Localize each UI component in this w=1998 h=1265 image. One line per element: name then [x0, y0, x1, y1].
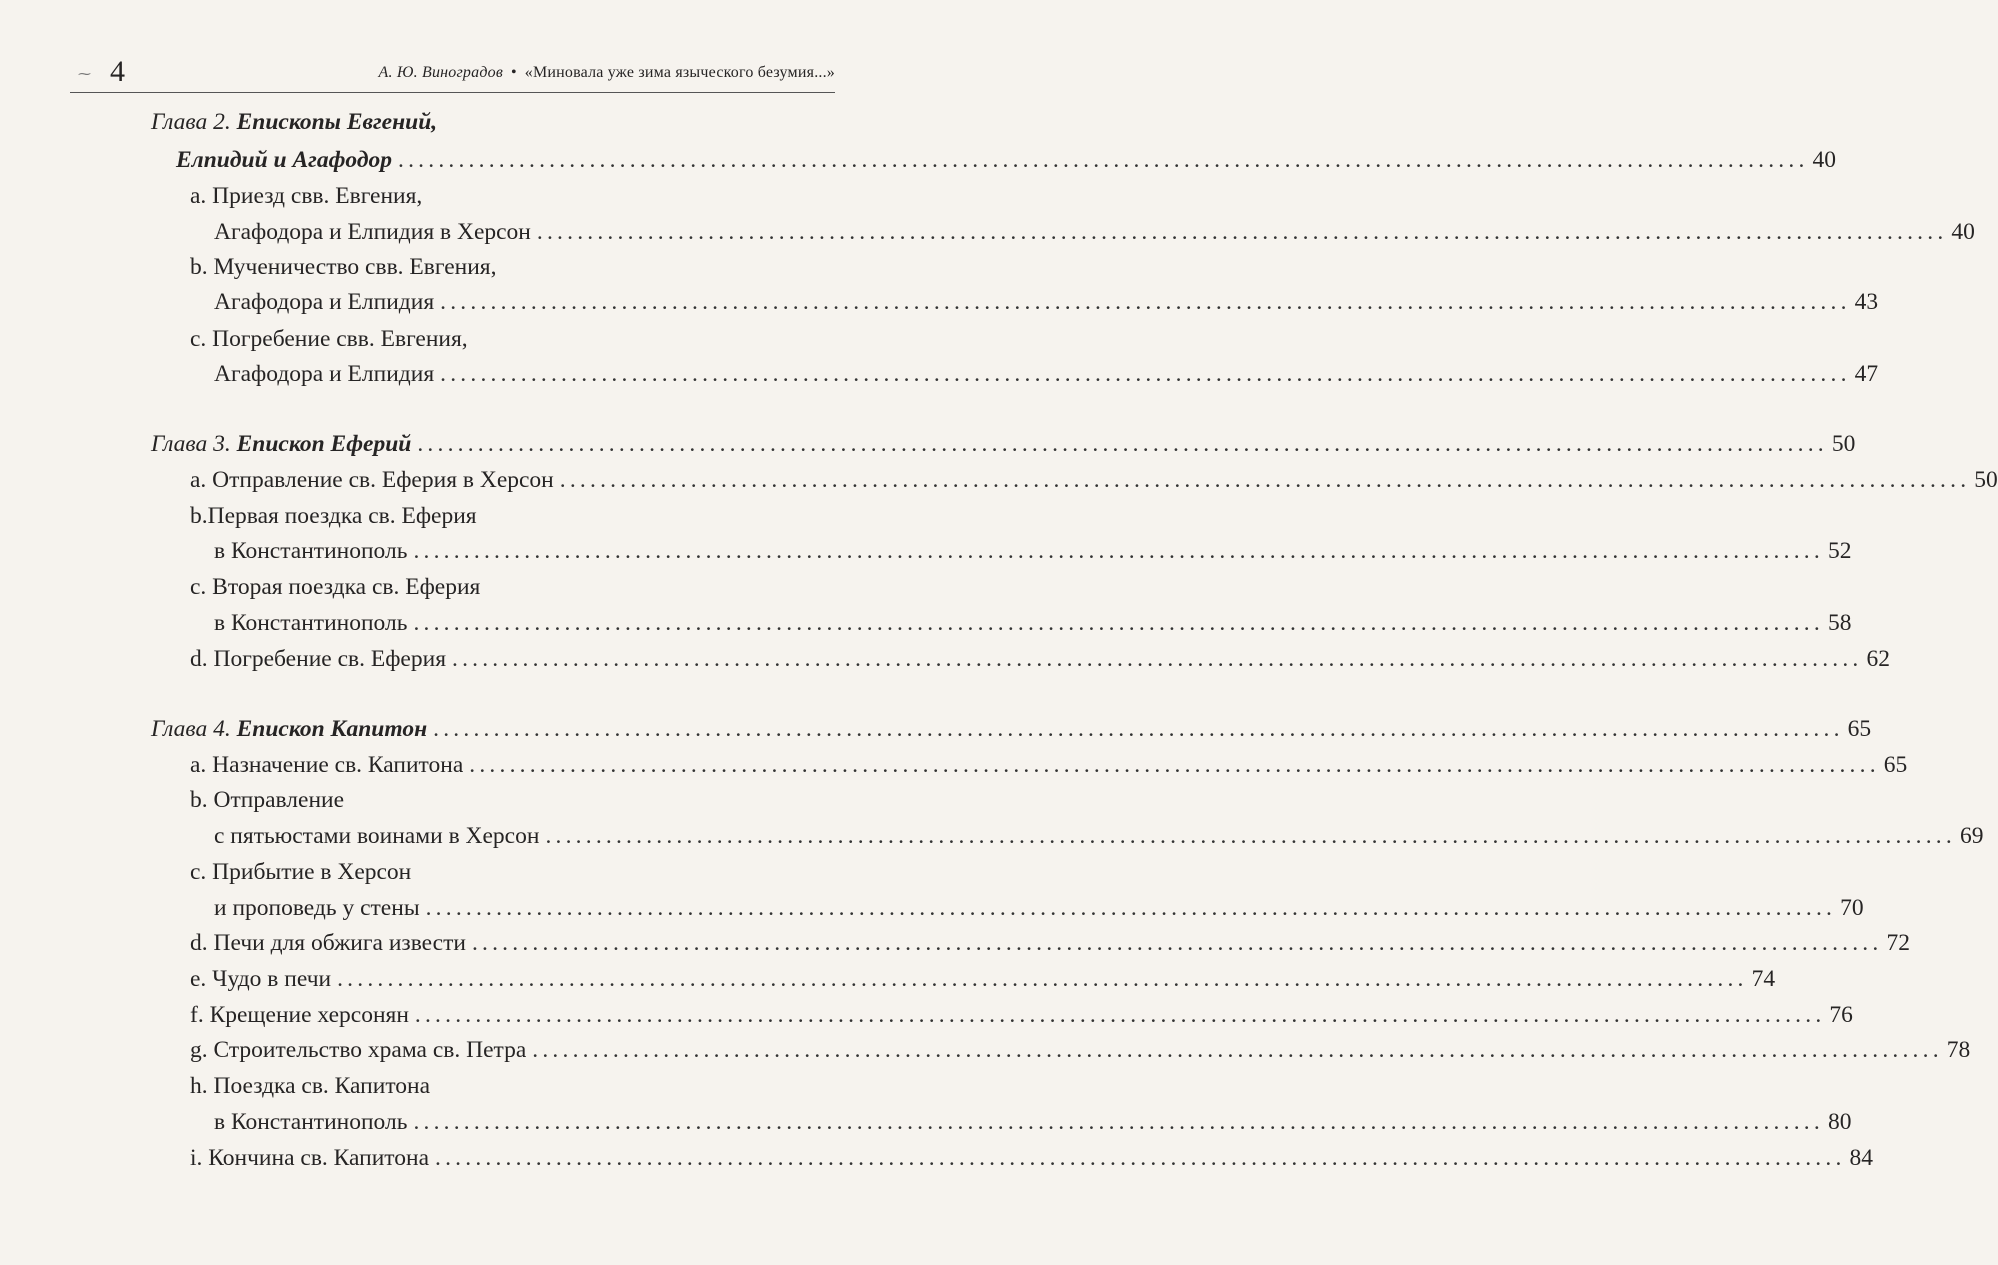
page-ref: 70 — [1840, 895, 1864, 921]
dot-leader: ............................................................................................................................................ — [532, 1037, 1943, 1063]
toc-entry[interactable] — [214, 213, 1975, 251]
toc-entry[interactable] — [190, 924, 1910, 962]
page-ref: 72 — [1886, 930, 1910, 956]
bullet-separator: • — [510, 64, 517, 81]
section-title: и проповедь у стены — [214, 895, 420, 921]
section-title: c. Прибытие в Херсон — [190, 859, 412, 885]
toc-entry[interactable] — [214, 532, 1852, 570]
section-title: с пятьюстами воинами в Херсон — [214, 823, 540, 849]
corner-mark: ⁓ — [78, 66, 91, 81]
section-title: h. Поездка св. Капитона — [190, 1073, 431, 1099]
toc-entry[interactable] — [190, 1139, 1874, 1177]
dot-leader: ............................................................................................................................................ — [398, 147, 1809, 173]
dot-leader: ............................................................................................................................................ — [545, 823, 1956, 849]
toc-entry[interactable] — [214, 1103, 1852, 1141]
dot-leader: ............................................................................................................................................ — [433, 716, 1844, 742]
toc-entry[interactable] — [214, 889, 1864, 927]
section-title: b.Первая поездка св. Еферия — [190, 503, 477, 529]
page-ref: 47 — [1854, 361, 1879, 387]
toc-entry[interactable] — [214, 283, 1879, 321]
section-title: b. Мученичество свв. Евгения, — [190, 254, 497, 280]
dot-leader: ............................................................................................................................................ — [440, 289, 1851, 315]
section-title: e. Чудо в печи — [190, 966, 332, 992]
toc-entry[interactable] — [176, 141, 1837, 179]
toc-entry[interactable] — [151, 425, 1856, 463]
dot-leader: ............................................................................................................................................ — [337, 966, 1748, 992]
book-title: «Миновала уже зима языческого безумия...» — [524, 64, 835, 81]
dot-leader: ............................................................................................................................................ — [452, 646, 1863, 672]
dot-leader: ............................................................................................................................................ — [469, 752, 1880, 778]
section-title: Агафодора и Елпидия — [214, 361, 435, 387]
chapter-label: Глава 3. — [151, 431, 231, 457]
dot-leader: ............................................................................................................................................ — [414, 1002, 1826, 1028]
chapter-title: Елпидий и Агафодор — [176, 147, 393, 173]
page-ref: 78 — [1946, 1037, 1971, 1063]
dot-leader: ............................................................................................................................................ — [425, 895, 1837, 921]
page-ref: 62 — [1866, 646, 1890, 672]
dot-leader: ............................................................................................................................................ — [559, 467, 1971, 493]
section-title: в Константинополь — [214, 1109, 408, 1135]
section-title: i. Кончина св. Капитона — [190, 1145, 430, 1171]
page-ref: 84 — [1849, 1145, 1874, 1171]
toc-entry[interactable] — [214, 355, 1879, 393]
toc-entry[interactable] — [190, 461, 1998, 499]
page-ref: 52 — [1827, 538, 1852, 564]
toc-entry[interactable] — [214, 604, 1852, 642]
chapter-title: Епископ Капитон — [236, 716, 428, 742]
dot-leader: ............................................................................................................................................ — [471, 930, 1883, 956]
section-title: c. Погребение свв. Евгения, — [190, 326, 468, 352]
toc-entry[interactable] — [151, 710, 1872, 748]
section-title: Агафодора и Елпидия — [214, 289, 435, 315]
page-number: 4 — [110, 55, 125, 88]
section-title: a. Отправление св. Еферия в Херсон — [190, 467, 554, 493]
toc-entry[interactable] — [190, 960, 1776, 998]
page-ref: 50 — [1831, 431, 1856, 457]
section-title: g. Строительство храма св. Петра — [190, 1037, 527, 1063]
toc-entry[interactable] — [214, 817, 1984, 855]
section-title: b. Отправление — [190, 787, 345, 813]
toc-entry[interactable] — [190, 640, 1890, 678]
chapter-2-heading — [151, 103, 975, 141]
page-ref: 50 — [1974, 467, 1998, 493]
chapter-title: Епископы Евгений, — [236, 109, 438, 135]
page-ref: 74 — [1751, 966, 1776, 992]
section-title: d. Погребение св. Еферия — [190, 646, 446, 672]
dot-leader: ............................................................................................................................................ — [440, 361, 1851, 387]
chapter-label: Глава 4. — [151, 716, 231, 742]
dot-leader: ............................................................................................................................................ — [536, 219, 1948, 245]
toc-entry[interactable] — [190, 746, 1908, 784]
section-title: a. Назначение св. Капитона — [190, 752, 464, 778]
page-ref: 58 — [1827, 610, 1852, 636]
section-title: f. Крещение херсонян — [190, 1002, 409, 1028]
page-ref: 40 — [1951, 219, 1975, 245]
page-ref: 43 — [1854, 289, 1879, 315]
author-name: А. Ю. Виноградов — [378, 64, 503, 81]
dot-leader: ............................................................................................................................................ — [413, 1109, 1824, 1135]
section-title: d. Печи для обжига извести — [190, 930, 466, 956]
toc-entry[interactable] — [190, 1031, 1971, 1069]
chapter-label: Глава 2. — [151, 109, 231, 135]
page-ref: 65 — [1883, 752, 1908, 778]
section-title: a. Приезд свв. Евгения, — [190, 183, 423, 209]
dot-leader: ............................................................................................................................................ — [435, 1145, 1846, 1171]
dot-leader: ............................................................................................................................................ — [413, 610, 1824, 636]
page-ref: 65 — [1847, 716, 1872, 742]
dot-leader: ............................................................................................................................................ — [413, 538, 1824, 564]
section-title: в Константинополь — [214, 610, 408, 636]
page-ref: 76 — [1829, 1002, 1853, 1028]
section-title: Агафодора и Елпидия в Херсон — [214, 219, 531, 245]
section-title: c. Вторая поездка св. Еферия — [190, 574, 481, 600]
page-ref: 80 — [1827, 1109, 1852, 1135]
chapter-title: Епископ Еферий — [236, 431, 412, 457]
page-ref: 69 — [1959, 823, 1984, 849]
toc-entry[interactable] — [190, 996, 1853, 1034]
page-ref: 40 — [1812, 147, 1837, 173]
dot-leader: ............................................................................................................................................ — [417, 431, 1828, 457]
section-title: в Константинополь — [214, 538, 408, 564]
